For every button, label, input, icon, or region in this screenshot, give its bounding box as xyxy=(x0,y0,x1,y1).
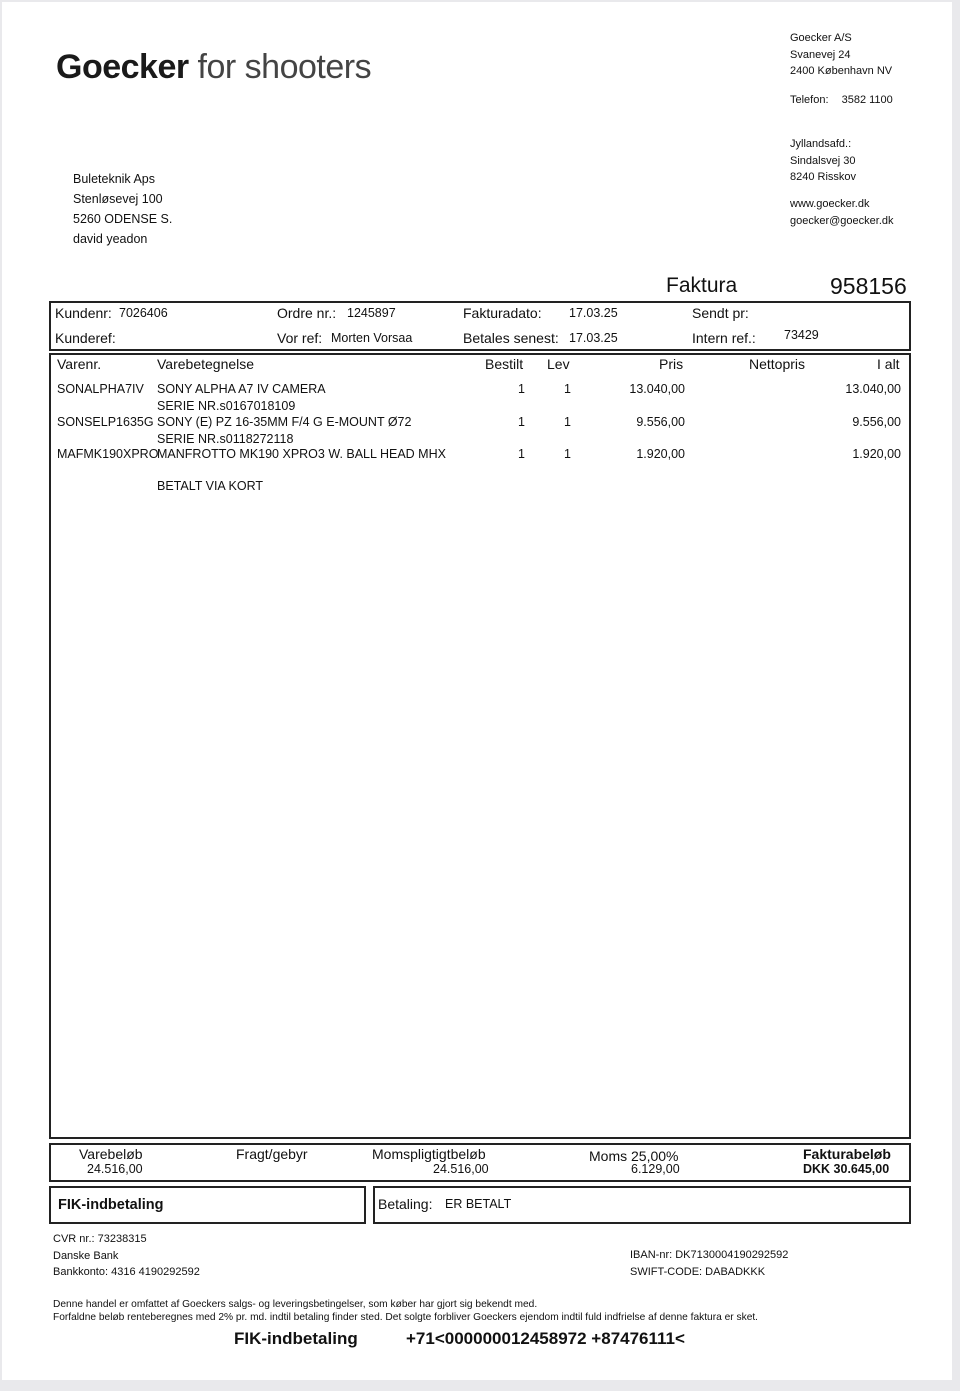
terms-line-1: Denne handel er omfattet af Goeckers salgs- og leveringsbetingelser, som køber har gjort sig bekendt med. xyxy=(53,1299,538,1310)
moms-label: Moms 25,00% xyxy=(589,1148,679,1164)
row-bestilt: 1 xyxy=(518,382,525,396)
row-ialt: 13.040,00 xyxy=(845,382,901,396)
vorref-label: Vor ref: xyxy=(277,330,323,346)
betaling-value: ER BETALT xyxy=(445,1197,512,1211)
branch-city: 8240 Risskov xyxy=(790,171,857,183)
betaling-box xyxy=(373,1186,911,1224)
betaling-label: Betaling: xyxy=(378,1196,433,1212)
company-phone xyxy=(790,92,893,109)
col-lev: Lev xyxy=(547,356,570,372)
bank-info xyxy=(53,1231,200,1281)
invoice-meta-box xyxy=(49,301,911,351)
row-pris: 9.556,00 xyxy=(636,415,685,429)
company-web xyxy=(790,196,894,229)
col-nettopris: Nettopris xyxy=(749,356,806,372)
betales-label: Betales senest: xyxy=(463,330,559,346)
moms-basis-label: Momspligtigtbeløb xyxy=(372,1146,486,1162)
iban-info xyxy=(630,1247,788,1280)
customer-name: Buleteknik Aps xyxy=(73,172,155,186)
bank-account xyxy=(53,1264,200,1281)
company-name: Goecker A/S xyxy=(790,32,852,44)
kunderef-label: Kunderef: xyxy=(55,330,116,346)
row-varenr: SONALPHA7IV xyxy=(57,382,144,396)
fakturadato-label: Fakturadato: xyxy=(463,305,542,321)
customer-address xyxy=(73,169,172,249)
col-bestilt: Bestilt xyxy=(485,356,524,372)
sendt-label: Sendt pr: xyxy=(692,305,749,321)
row-varenr: MAFMK190XPRO xyxy=(57,447,159,461)
fakturadato-value: 17.03.25 xyxy=(569,306,618,320)
col-varenr: Varenr. xyxy=(57,356,102,372)
intern-label: Intern ref.: xyxy=(692,330,756,346)
company-street: Svanevej 24 xyxy=(790,48,851,61)
row-ialt: 1.920,00 xyxy=(852,447,901,461)
row-lev: 1 xyxy=(564,447,571,461)
col-betegnelse: Varebetegnelse xyxy=(157,356,255,372)
company-address xyxy=(790,30,892,80)
totals-box xyxy=(49,1143,911,1182)
row-lev: 1 xyxy=(564,382,571,396)
fakturabelob-value: DKK 30.645,00 xyxy=(803,1162,890,1176)
vorref-value: Morten Vorsaa xyxy=(331,331,413,345)
moms-value: 6.129,00 xyxy=(631,1162,680,1176)
varebelob-label: Varebeløb xyxy=(79,1146,143,1162)
row-bestilt: 1 xyxy=(518,415,525,429)
branch-address xyxy=(790,136,856,186)
kundenr-label: Kundenr: xyxy=(55,305,112,321)
fik-footer-label: FIK-indbetaling xyxy=(234,1329,358,1348)
row-bestilt: 1 xyxy=(518,447,525,461)
invoice-number: 958156 xyxy=(830,273,907,299)
logo-brand: Goecker xyxy=(56,48,189,86)
items-table xyxy=(49,353,911,1139)
ordre-value: 1245897 xyxy=(347,306,396,320)
logo-tagline: for shooters xyxy=(197,48,372,86)
row-varenr: SONSELP1635G xyxy=(57,415,154,429)
customer-contact: david yeadon xyxy=(73,232,148,246)
company-website: www.goecker.dk xyxy=(790,198,870,210)
company-logo xyxy=(56,48,371,87)
betales-value: 17.03.25 xyxy=(569,331,618,345)
bank-account-value: 4316 4190292592 xyxy=(111,1266,200,1278)
cvr-number: CVR nr.: 73238315 xyxy=(53,1233,147,1245)
ordre-label: Ordre nr.: xyxy=(277,305,337,321)
phone-number: 3582 1100 xyxy=(841,94,893,106)
row-desc: MANFROTTO MK190 XPRO3 W. BALL HEAD MHX xyxy=(157,447,446,461)
intern-value: 73429 xyxy=(784,328,819,342)
fik-label: FIK-indbetaling xyxy=(58,1197,164,1213)
row-desc: SONY (E) PZ 16-35MM F/4 G E-MOUNT Ø72 xyxy=(157,415,412,429)
bank-name: Danske Bank xyxy=(53,1249,119,1262)
payment-note: BETALT VIA KORT xyxy=(157,479,264,493)
phone-label: Telefon: xyxy=(790,94,829,106)
terms-line-2: Forfaldne beløb renteberegnes med 2% pr. md. indtil betaling finder sted. Det solgte forbliver Goeckers ejendom indtil fuld indfrielse af denne faktura er sket. xyxy=(53,1312,759,1323)
branch-street: Sindalsvej 30 xyxy=(790,154,856,167)
row-serial: SERIE NR.s0118272118 xyxy=(157,432,294,446)
iban-number: IBAN-nr: DK7130004190292592 xyxy=(630,1249,789,1261)
kundenr-value: 7026406 xyxy=(119,306,168,320)
customer-street: Stenløsevej 100 xyxy=(73,192,163,206)
varebelob-value: 24.516,00 xyxy=(87,1162,143,1176)
col-ialt: I alt xyxy=(877,356,900,372)
invoice-title: Faktura xyxy=(666,274,738,297)
row-pris: 1.920,00 xyxy=(636,447,685,461)
fragt-label: Fragt/gebyr xyxy=(236,1146,308,1162)
row-ialt: 9.556,00 xyxy=(852,415,901,429)
customer-city: 5260 ODENSE S. xyxy=(73,212,173,226)
invoice-page xyxy=(2,2,952,1380)
bank-account-label: Bankkonto: xyxy=(53,1266,109,1278)
swift-code: SWIFT-CODE: DABADKKK xyxy=(630,1265,766,1278)
fik-box xyxy=(49,1186,366,1224)
col-pris: Pris xyxy=(659,356,684,372)
branch-label: Jyllandsafd.: xyxy=(790,138,852,150)
company-city: 2400 København NV xyxy=(790,65,893,77)
row-serial: SERIE NR.s0167018109 xyxy=(157,399,296,413)
row-lev: 1 xyxy=(564,415,571,429)
fik-code: +71<000000012458972 +87476111< xyxy=(406,1329,685,1348)
row-pris: 13.040,00 xyxy=(629,382,685,396)
moms-basis-value: 24.516,00 xyxy=(433,1162,489,1176)
row-desc: SONY ALPHA A7 IV CAMERA xyxy=(157,382,326,396)
company-email: goecker@goecker.dk xyxy=(790,214,894,227)
terms-text xyxy=(53,1298,758,1324)
fakturabelob-label: Fakturabeløb xyxy=(803,1146,891,1162)
